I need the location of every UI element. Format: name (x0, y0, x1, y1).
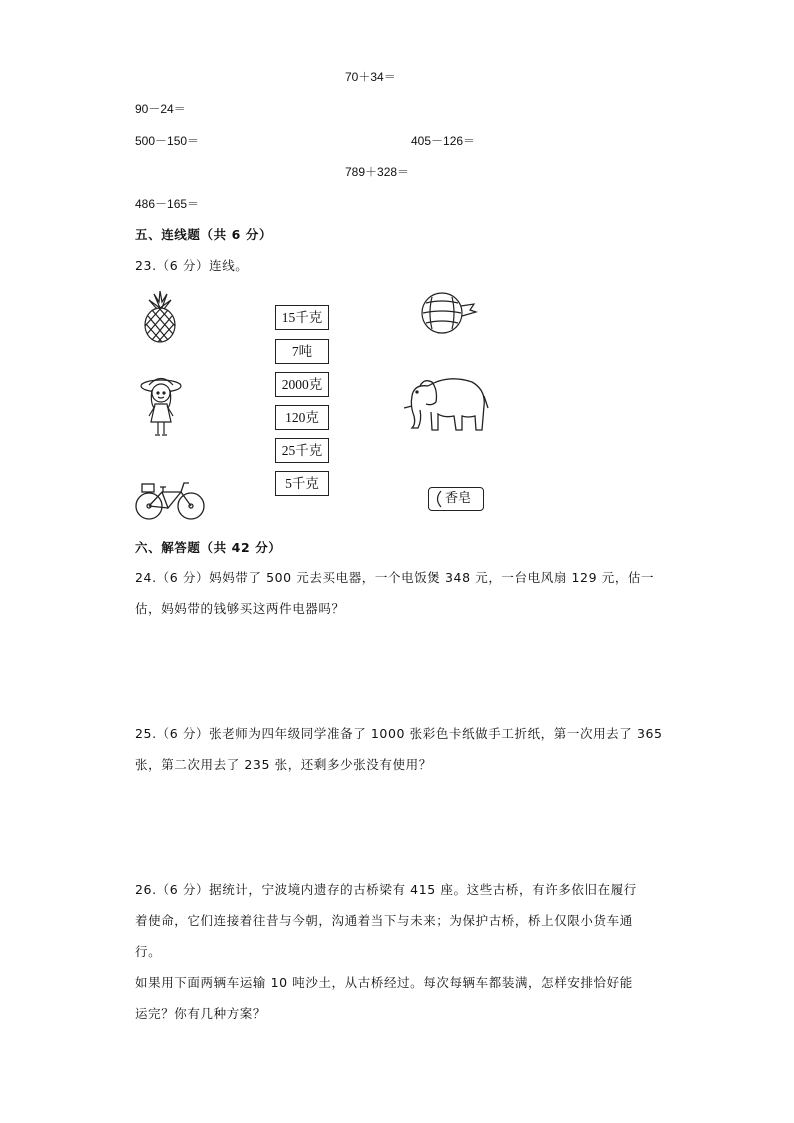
section-5-title: 五、连线题（共 6 分） (135, 227, 273, 242)
section-6-title: 六、解答题（共 42 分） (135, 540, 282, 555)
equation-789-plus-328: 789＋328＝ (345, 165, 410, 179)
question-25-line-2: 张，第二次用去了 235 张，还剩多少张没有使用？ (135, 757, 432, 772)
question-24-line-2: 估，妈妈带的钱够买这两件电器吗？ (135, 601, 345, 616)
question-26-line-4: 如果用下面两辆车运输 10 吨沙土，从古桥经过。每次每辆车都装满，怎样安排恰好能 (135, 975, 633, 990)
question-25-line-1: 25.（6 分）张老师为四年级同学准备了 1000 张彩色卡纸做手工折纸，第一次用去了 365 (135, 726, 663, 741)
weight-box-2000g: 2000克 (275, 372, 329, 397)
elephant-icon (398, 372, 490, 436)
question-24-line-1: 24.（6 分）妈妈带了 500 元去买电器，一个电饭煲 348 元，一台电风扇 129 元，估一 (135, 570, 655, 585)
weight-box-5kg: 5千克 (275, 471, 329, 496)
question-26-line-1: 26.（6 分）据统计，宁波境内遗存的古桥梁有 415 座。这些古桥，有许多依旧在履行 (135, 882, 637, 897)
soap-curve-icon (431, 488, 445, 510)
question-26-line-5: 运完？你有几种方案？ (135, 1006, 267, 1021)
equation-90-minus-24: 90－24＝ (135, 102, 186, 116)
weight-box-25kg: 25千克 (275, 438, 329, 463)
weight-box-7t: 7吨 (275, 339, 329, 364)
question-26-line-2: 着使命，它们连接着往昔与今朝，沟通着当下与未来；为保护古桥，桥上仅限小货车通 (135, 913, 633, 928)
equation-500-minus-150: 500－150＝ (135, 134, 200, 148)
question-23: 23.（6 分）连线。 (135, 258, 249, 273)
pineapple-icon (140, 290, 180, 344)
soap-label: 香皂 (445, 491, 472, 506)
weight-box-15kg: 15千克 (275, 305, 329, 330)
weight-box-120g: 120克 (275, 405, 329, 430)
question-26-line-3: 行。 (135, 944, 162, 959)
equation-486-minus-165: 486－165＝ (135, 197, 200, 211)
equation-70-plus-34: 70＋34＝ (345, 70, 396, 84)
soap-icon (428, 487, 484, 511)
bicycle-icon (134, 478, 206, 522)
watermelon-icon (418, 290, 480, 336)
girl-icon (136, 372, 186, 440)
equation-405-minus-126: 405－126＝ (411, 134, 476, 148)
